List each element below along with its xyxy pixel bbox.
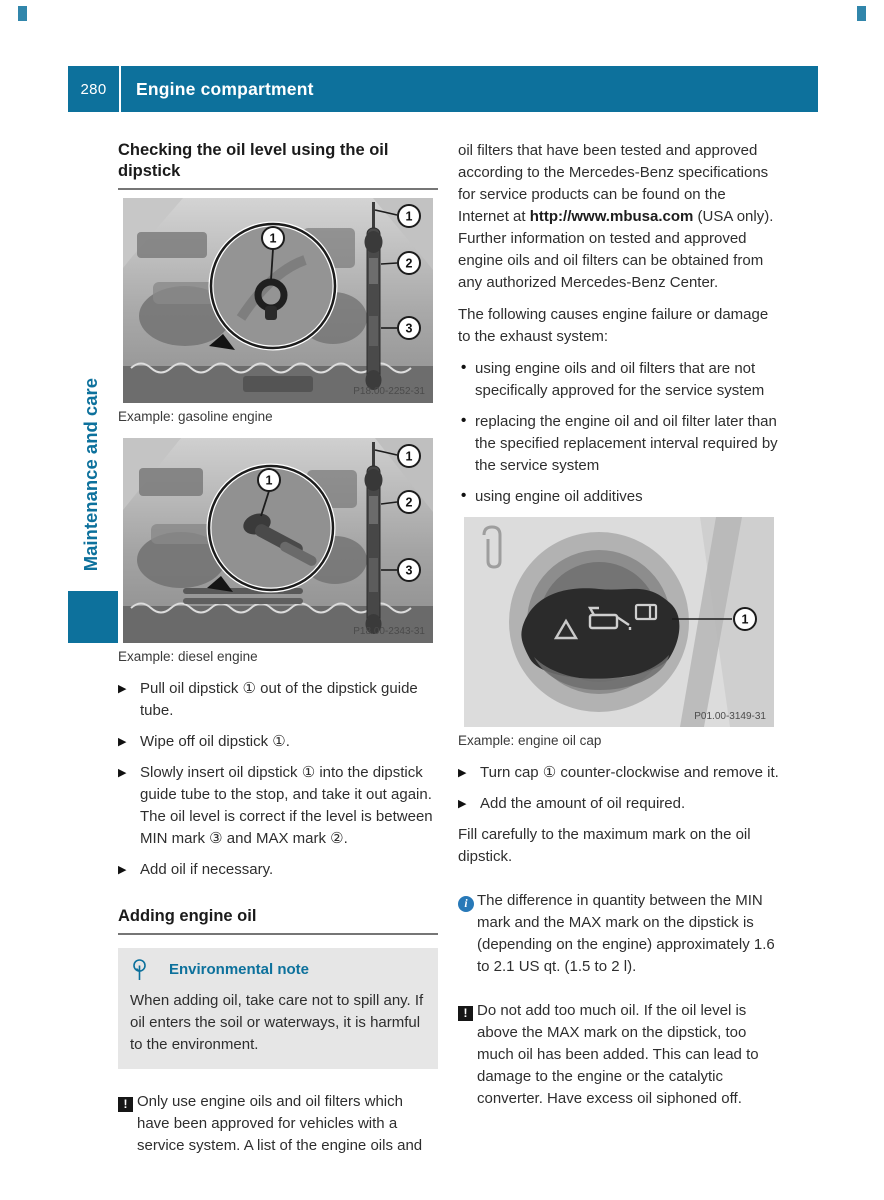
bullet-item [458,358,780,402]
callout-1: 1 [269,231,277,246]
environment-tree-icon [132,959,147,981]
step-arrow-icon: ▶ [118,736,127,748]
url-text: http://www.mbusa.com [529,208,694,225]
figure-caption: Example: engine oil cap [458,733,602,748]
page-number: 280 [80,80,107,98]
figure-caption: Example: gasoline engine [118,409,273,424]
info-paragraph [458,890,780,978]
paragraph: The following causes engine failure or damage to the exhaust system: [458,306,769,345]
left-column [118,140,438,1157]
note-text: When adding oil, take care not to spill any. If oil enters the soil or waterways, it is harmful to the environment. [130,992,424,1053]
callout-2: 2 [405,256,413,271]
bullet-text: using engine oil additives [475,488,643,505]
instruction-step [118,731,438,753]
environmental-note [118,948,438,1069]
bullet-dot: • [461,412,467,429]
bullet-dot: • [461,487,467,504]
photo-code: P18.00-2252-31 [353,386,425,397]
step-arrow-icon: ▶ [118,864,127,876]
step-text: Wipe off oil dipstick ①. [140,733,290,750]
instruction-step [118,762,438,850]
warning-paragraph [118,1091,438,1157]
figure-caption: Example: diesel engine [118,649,258,664]
step-arrow-icon: ▶ [458,767,467,779]
section-heading: Adding engine oil [118,906,438,935]
step-arrow-icon: ▶ [458,798,467,810]
warning-icon: ! [118,1097,133,1112]
bullet-item [458,486,780,508]
callout-3: 3 [405,563,413,578]
callout-3: 3 [405,321,413,336]
instruction-step [118,678,438,722]
engine-bay-photo [118,198,438,403]
crop-mark [857,6,866,21]
paragraph-text: (USA only). Further information on tested and approved engine oils and oil filters can be obtained from any authorized Mercedes-Benz Center. [458,208,774,291]
warning-icon: ! [458,1006,473,1021]
callout-2: 2 [405,495,413,510]
chapter-tab-label: Maintenance and care [80,378,101,572]
warning-text: Only use engine oils and oil filters which have been approved for vehicles with a service system. A list of the engine oils and [137,1093,423,1154]
callout-1: 1 [741,612,749,627]
step-arrow-icon: ▶ [118,767,127,779]
paragraph-text: oil filters that have been tested and approved according to the Mercedes-Benz specifications for service products can be found on the Internet at [458,142,769,225]
step-text: Add the amount of oil required. [480,795,686,812]
step-text: Slowly insert oil dipstick ① into the dipstick guide tube to the stop, and take it out again. [140,764,432,803]
photo-code: P18.00-2343-31 [353,626,425,637]
callout-1: 1 [405,209,413,224]
step-text: Turn cap ① counter-clockwise and remove it. [480,764,779,781]
engine-bay-photo [118,438,438,643]
right-column [458,140,780,1110]
step-note: The oil level is correct if the level is between MIN mark ③ and MAX mark ②. [140,808,433,847]
info-icon: i [458,896,474,912]
figure-oil-cap [458,517,780,727]
callout-1: 1 [405,449,413,464]
callout-1: 1 [265,473,273,488]
warning-paragraph [458,1000,780,1110]
paragraph: Fill carefully to the maximum mark on the oil dipstick. [458,826,751,865]
info-text: The difference in quantity between the MIN mark and the MAX mark on the dipstick is (depending on the engine) approximately 1.6 to 2.1 US qt. (1.5 to 2 l). [477,892,775,975]
chapter-tab-marker [68,591,118,643]
instruction-step [458,762,780,784]
instruction-list [458,762,780,815]
oil-cap-photo [458,517,780,727]
step-text: Pull oil dipstick ① out of the dipstick guide tube. [140,680,418,719]
instruction-step [118,859,438,881]
chapter-tab [68,360,114,590]
paragraph [458,140,780,294]
warning-text: Do not add too much oil. If the oil level is above the MAX mark on the dipstick, too much oil has been added. This can lead to damage to the engine or the catalytic converter. Have excess oil siphoned off. [477,1002,759,1107]
bullet-list [458,358,780,508]
figure-diesel-engine [118,438,438,643]
bullet-item [458,411,780,477]
oil-cap [521,588,679,678]
note-title: Environmental note [169,961,310,978]
chapter-header [68,66,818,112]
bullet-text: using engine oils and oil filters that are not specifically approved for the service system [475,360,765,399]
figure-gasoline-engine [118,198,438,403]
step-arrow-icon: ▶ [118,683,127,695]
crop-mark [18,6,27,21]
instruction-step [458,793,780,815]
section-heading: Checking the oil level using the oil dipstick [118,140,438,190]
bullet-dot: • [461,359,467,376]
photo-code: P01.00-3149-31 [694,711,766,722]
chapter-title: Engine compartment [136,78,314,99]
step-text: Add oil if necessary. [140,861,274,878]
instruction-list [118,678,438,881]
bullet-text: replacing the engine oil and oil filter later than the specified replacement interval required by the service system [475,413,778,474]
